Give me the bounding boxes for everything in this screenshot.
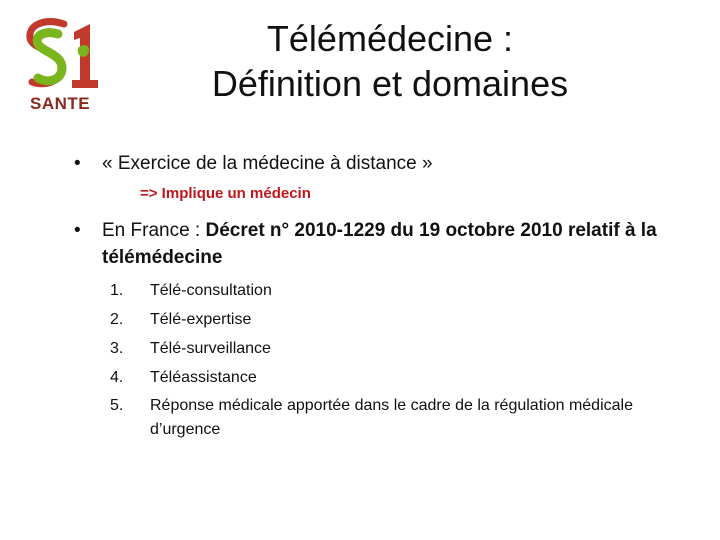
list-item [110,392,670,442]
bullet-prefix: En France : [102,220,206,241]
title-line-1: Télémédecine : [266,18,514,59]
list-text: Réponse médicale apportée dans le cadre de la régulation médicale d’urgence [150,397,633,438]
list-item [110,363,670,392]
list-number: 5. [110,397,124,414]
list-item [110,334,670,363]
list-number: 4. [110,369,124,386]
list-number: 3. [110,340,124,357]
bullet-marker: • [74,220,81,241]
list-text: Télé-consultation [150,282,272,299]
bullet-subtext: => Implique un médecin [140,185,311,202]
list-text: Télé-surveillance [150,340,271,357]
logo-word: SANTE [30,94,91,113]
bullet-text [102,217,692,271]
bullet-item [74,150,674,177]
list-number: 2. [110,311,124,328]
bullet-marker: • [74,153,81,174]
list-text: Téléassistance [150,369,257,386]
list-item [110,305,670,334]
telemedicine-acts-list [110,276,670,442]
bullet-item [74,217,694,271]
list-number: 1. [110,282,124,299]
bullet-text: « Exercice de la médecine à distance » [102,153,433,174]
title-line-2: Définition et domaines [211,63,569,104]
list-text: Télé-expertise [150,311,252,328]
decree-reference: Décret n° 2010-1229 du 19 octobre 2010 relatif à la télémédecine [102,220,657,268]
list-item [110,276,670,305]
